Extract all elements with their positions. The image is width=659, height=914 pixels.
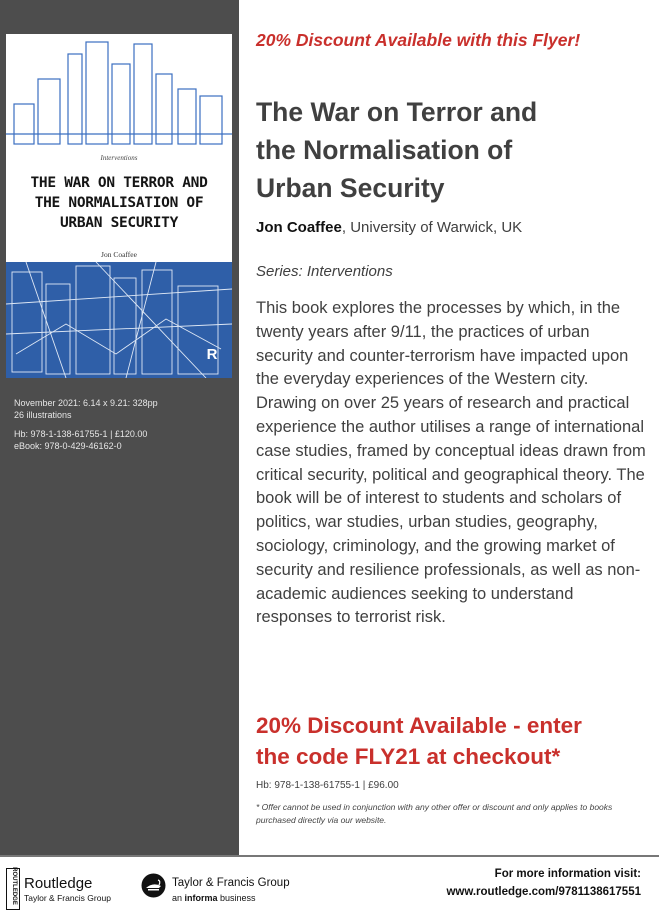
discount-prefix: the code bbox=[256, 744, 355, 769]
more-info-link[interactable]: www.routledge.com/9781138617551 bbox=[446, 886, 641, 898]
hardback-isbn-price: Hb: 978-1-138-61755-1 | £120.00 bbox=[14, 429, 148, 439]
discount-line: 20% Discount Available - enter bbox=[256, 713, 582, 738]
book-cover-image bbox=[6, 34, 232, 378]
ebook-isbn: eBook: 978-0-429-46162-0 bbox=[14, 440, 122, 451]
author-affiliation: , University of Warwick, UK bbox=[341, 219, 523, 236]
publisher-logo-icon: R bbox=[206, 346, 218, 363]
title-line: Urban Security bbox=[256, 173, 445, 203]
discount-code-line bbox=[256, 741, 656, 772]
informa-brand: informa bbox=[184, 893, 218, 903]
routledge-logo-icon bbox=[6, 868, 20, 910]
title-line: the Normalisation of bbox=[256, 135, 513, 165]
book-title bbox=[256, 93, 646, 207]
book-details bbox=[14, 398, 229, 452]
footer-divider bbox=[0, 855, 659, 857]
author-line bbox=[256, 219, 522, 236]
cover-series: Interventions bbox=[100, 154, 138, 162]
cover-author: Jon Coaffee bbox=[101, 250, 137, 259]
lamp-icon bbox=[141, 873, 166, 898]
routledge-name: Routledge bbox=[24, 875, 93, 892]
title-line: The War on Terror and bbox=[256, 97, 538, 127]
offer-disclaimer: * Offer cannot be used in conjunction with any other offer or discount and only applies to books purchased directly via our website. bbox=[256, 802, 613, 825]
routledge-spine-text: ROUTLEDGE bbox=[11, 867, 17, 905]
routledge-subtitle: Taylor & Francis Group bbox=[24, 893, 111, 903]
tf-group-name: Taylor & Francis Group bbox=[172, 877, 290, 889]
discount-headline: 20% Discount Available with this Flyer! bbox=[256, 30, 581, 50]
tf-informa-line bbox=[172, 893, 256, 903]
discount-code: FLY21 bbox=[354, 744, 421, 769]
tf-sub-prefix: an bbox=[172, 893, 185, 903]
tf-sub-suffix: business bbox=[217, 893, 256, 903]
book-description: This book explores the processes by which, in the twenty years after 9/11, the practices of urban security and counter-terrorism have impacted upon the everyday experiences of the Western city. Drawing on over 25 years of research and practical experience the author utilises a range of international case studies, framed by conceptual ideas drawn from critical security, political and geographical theory. The book will be of interest to students and scholars of politics, war studies, urban studies, geography, sociology, criminology, and the growing market of security and resilience professionals, as well as non-academic audiences seeking to understand responses to terrorist risk. bbox=[256, 299, 646, 627]
discount-price: Hb: 978-1-138-61755-1 | £96.00 bbox=[256, 780, 399, 791]
sidebar bbox=[0, 0, 239, 855]
illustrations-count: 26 illustrations bbox=[14, 409, 72, 420]
discount-suffix: at checkout* bbox=[420, 744, 561, 769]
publication-details: November 2021: 6.14 x 9.21: 328pp bbox=[14, 398, 158, 408]
more-info-label: For more information visit: bbox=[494, 868, 641, 880]
author-name: Jon Coaffee bbox=[256, 219, 342, 236]
cover-title: THE WAR ON TERROR AND THE NORMALISATION OF URBAN SECURITY bbox=[30, 175, 208, 231]
discount-offer bbox=[256, 710, 656, 772]
series-label: Series: Interventions bbox=[256, 263, 393, 280]
